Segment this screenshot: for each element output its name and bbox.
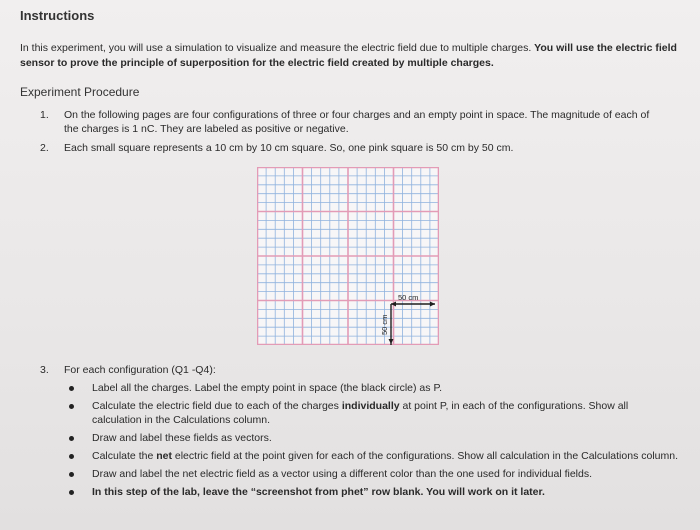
intro-bold-text: You will use the electric field sensor to prove the principle of superposition for the electric field created by multiple charges. — [20, 42, 677, 69]
list-item: Label all the charges. Label the empty point in space (the black circle) as P. — [40, 381, 680, 395]
section-heading: Experiment Procedure — [20, 85, 140, 99]
step-text: On the following pages are four configurations of three or four charges and an empty point in space. The magnitude of each of the charges is 1 nC. They are labeled as positive or negative. — [64, 109, 650, 135]
list-item: Calculate the electric field due to each of the charges individually at point P, in each of the configurations. Show all calculation in the Calculations column. — [40, 399, 680, 427]
page-title: Instructions — [20, 8, 95, 23]
grid-image — [257, 167, 439, 345]
step-2 — [40, 141, 660, 155]
intro-paragraph — [20, 41, 680, 71]
grid-figure — [257, 167, 439, 345]
step-number: 3. — [40, 364, 49, 376]
bullet-icon — [69, 386, 74, 391]
vertical-scale-label: 50 cm — [380, 314, 389, 335]
bullet-icon — [69, 454, 74, 459]
list-item: Calculate the net electric field at the point given for each of the configurations. Show all calculation in the Calculations column. — [40, 449, 680, 463]
step-number: 2. — [40, 142, 49, 154]
step-1 — [40, 108, 660, 136]
list-item: Draw and label the net electric field as a vector using a different color than the one used for individual fields. — [40, 467, 680, 481]
step-3-bullets — [40, 381, 680, 499]
procedure-steps — [40, 108, 660, 160]
list-item: Draw and label these fields as vectors. — [40, 431, 680, 445]
intro-text: In this experiment, you will use a simulation to visualize and measure the electric field due to multiple charges. — [20, 42, 535, 54]
step-text: Each small square represents a 10 cm by 10 cm square. So, one pink square is 50 cm by 50 cm. — [64, 142, 514, 154]
step-3 — [40, 363, 680, 503]
list-item: In this step of the lab, leave the “screenshot from phet” row blank. You will work on it later. — [40, 485, 680, 499]
bullet-icon — [69, 404, 74, 409]
step-number: 1. — [40, 109, 49, 121]
step-3-text: For each configuration (Q1 -Q4): — [64, 364, 216, 376]
bullet-icon — [69, 472, 74, 477]
horizontal-scale-label: 50 cm — [398, 293, 419, 302]
step-3-heading — [40, 363, 680, 377]
bullet-icon — [69, 490, 74, 495]
bullet-icon — [69, 436, 74, 441]
